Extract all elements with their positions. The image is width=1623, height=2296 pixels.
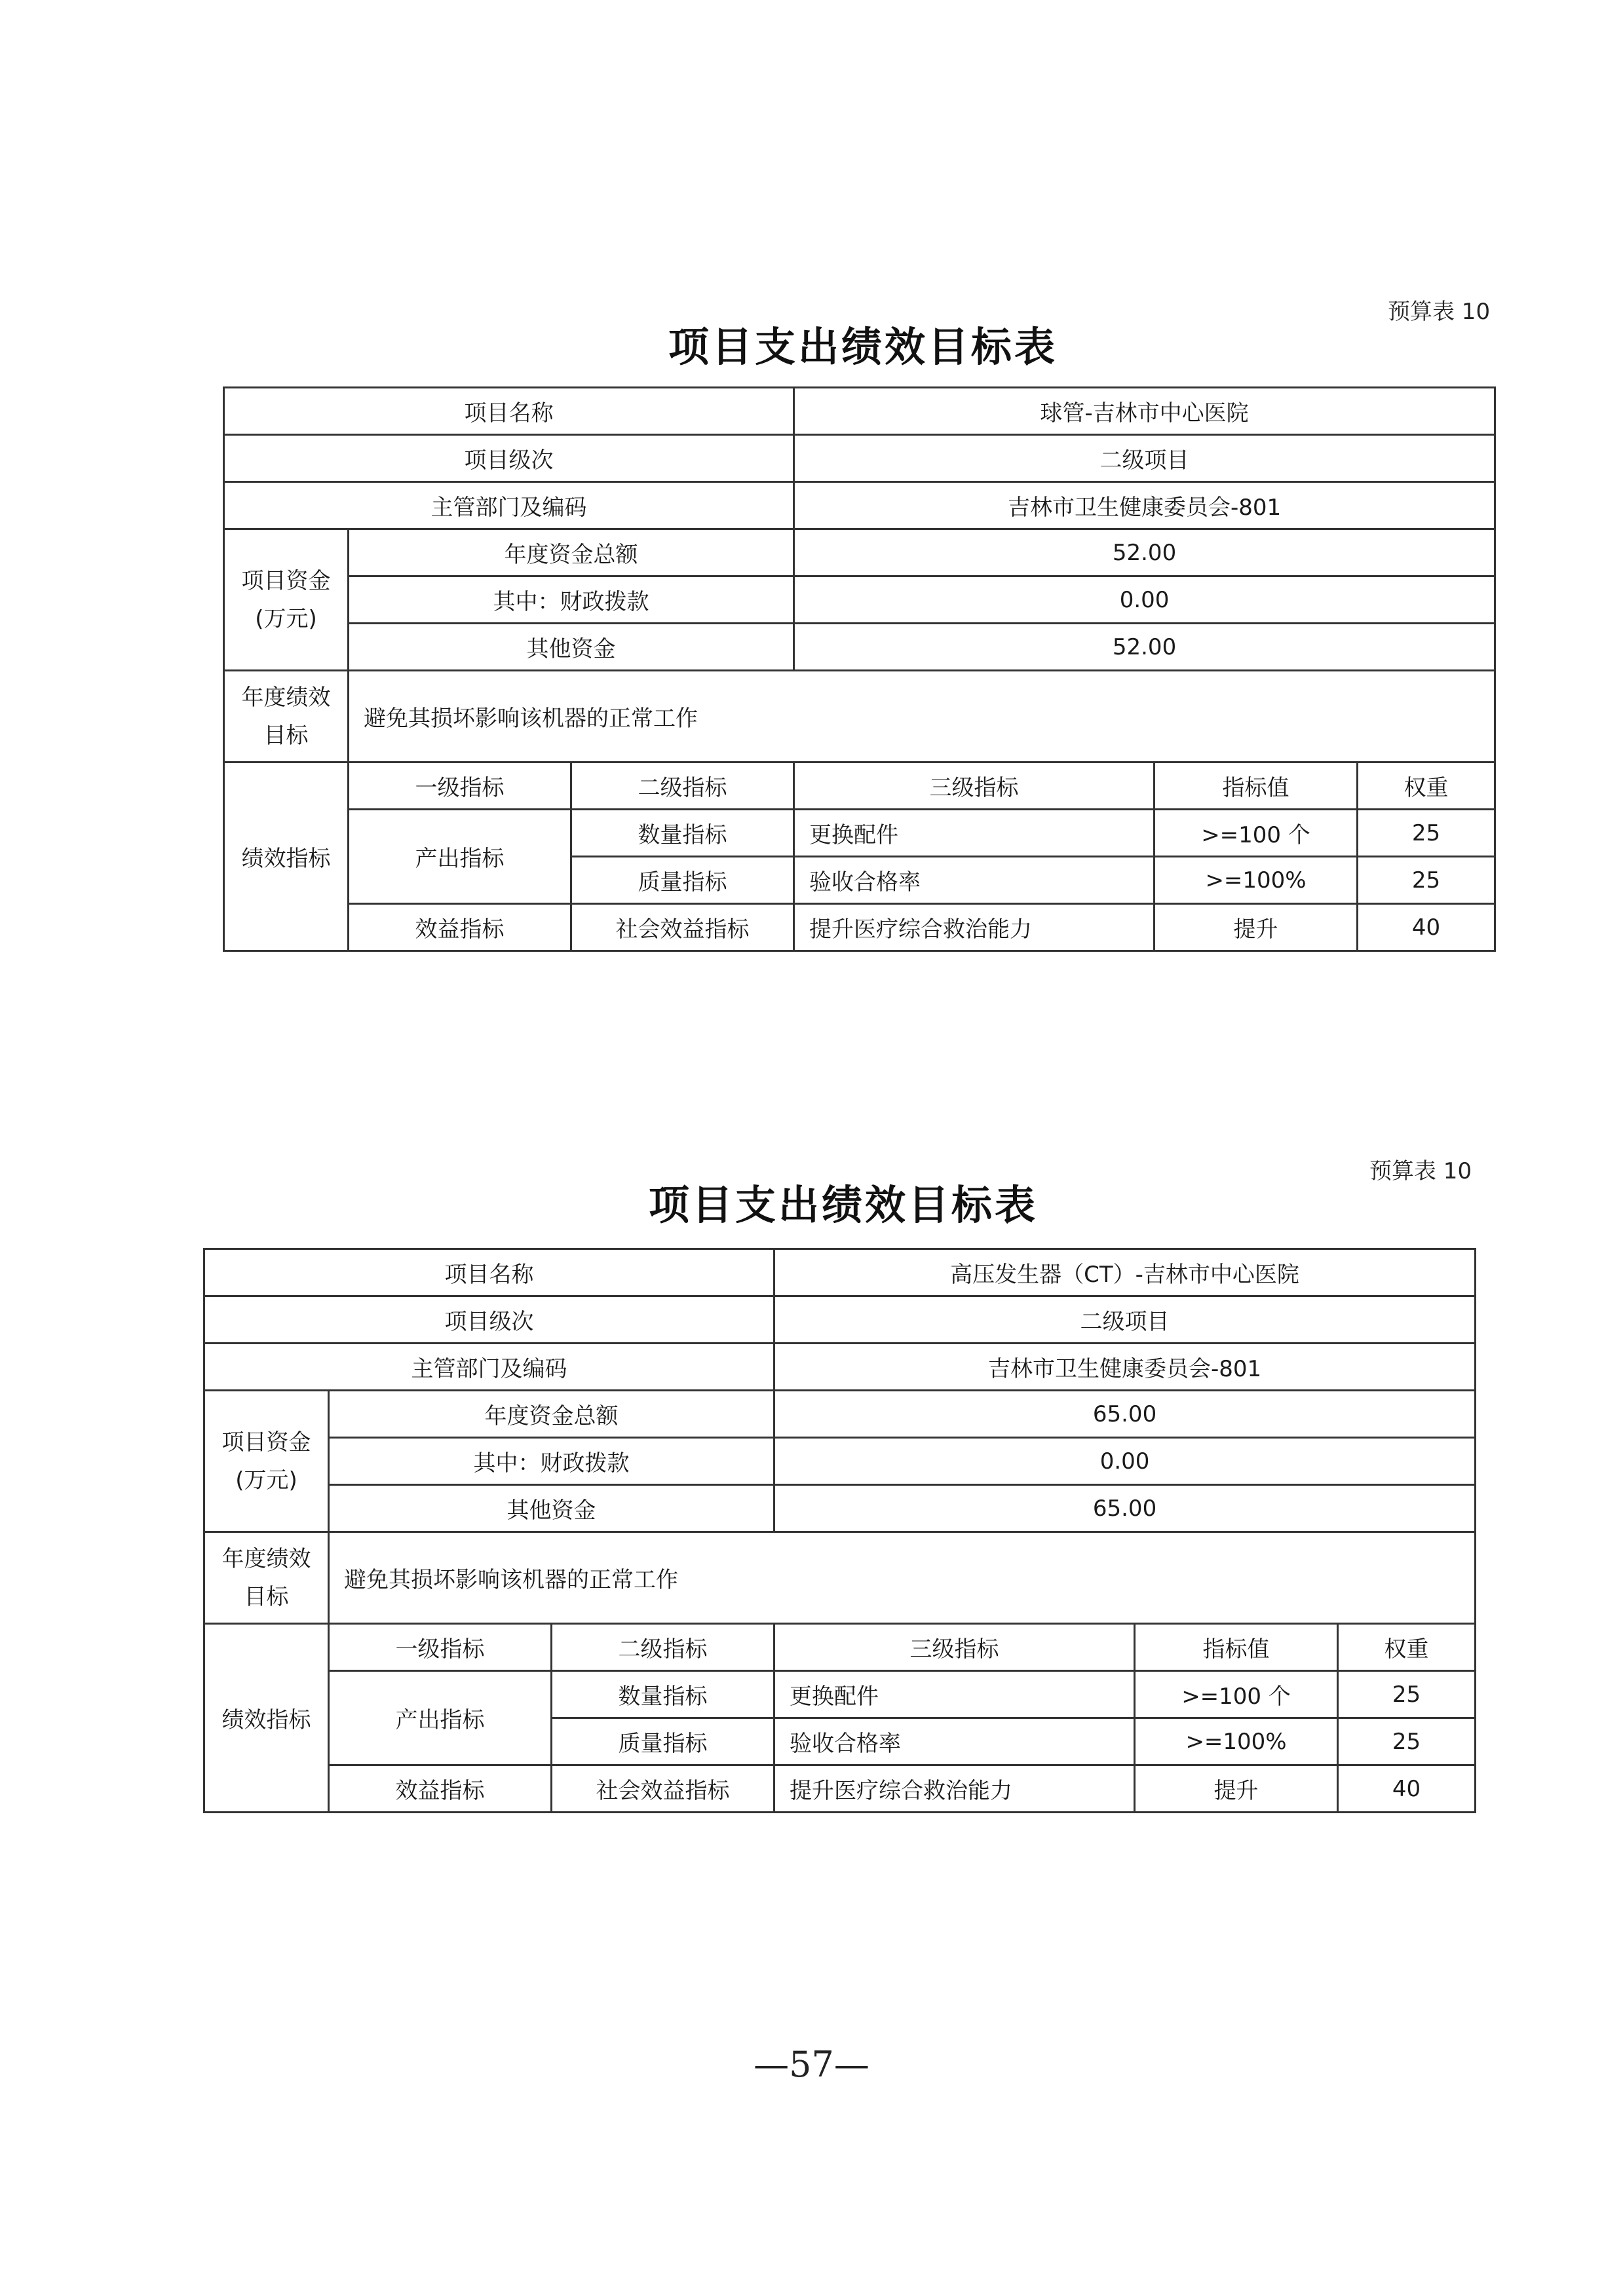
page-title: 项目支出绩效目标表 xyxy=(649,1181,1039,1229)
cell-weight: 40 xyxy=(1338,1765,1476,1813)
header-level3: 三级指标 xyxy=(794,762,1155,810)
cell-level3: 验收合格率 xyxy=(774,1718,1135,1765)
cell-level1-output: 产出指标 xyxy=(329,1671,552,1765)
label-funds-line1: 项目资金 xyxy=(241,567,331,594)
value-other: 65.00 xyxy=(774,1485,1476,1532)
label-annual-total: 年度资金总额 xyxy=(329,1391,774,1438)
header-level2: 二级指标 xyxy=(552,1624,774,1671)
label-project-name: 项目名称 xyxy=(224,388,794,435)
cell-level2: 质量指标 xyxy=(552,1718,774,1765)
value-annual-total: 65.00 xyxy=(774,1391,1476,1438)
label-indicators: 绩效指标 xyxy=(224,762,349,951)
page-title: 项目支出绩效目标表 xyxy=(668,323,1058,371)
header-level1: 一级指标 xyxy=(349,762,571,810)
page-number: —57— xyxy=(754,2044,869,2085)
cell-value: >=100 个 xyxy=(1135,1671,1338,1718)
value-project-name: 高压发生器（CT）-吉林市中心医院 xyxy=(774,1249,1476,1296)
label-department: 主管部门及编码 xyxy=(224,482,794,529)
cell-level2: 质量指标 xyxy=(571,857,794,904)
cell-level2: 数量指标 xyxy=(552,1671,774,1718)
value-annual-goal: 避免其损坏影响该机器的正常工作 xyxy=(349,671,1495,762)
performance-table xyxy=(203,1248,1476,1813)
label-annual-goal xyxy=(204,1532,329,1624)
cell-level3: 更换配件 xyxy=(794,810,1155,857)
cell-level1-output: 产出指标 xyxy=(349,810,571,904)
value-annual-goal: 避免其损坏影响该机器的正常工作 xyxy=(329,1532,1476,1624)
label-funds-line1: 项目资金 xyxy=(221,1429,311,1456)
cell-weight: 25 xyxy=(1358,857,1495,904)
cell-value: >=100% xyxy=(1155,857,1358,904)
value-department: 吉林市卫生健康委员会-801 xyxy=(794,482,1495,529)
cell-level3: 提升医疗综合救治能力 xyxy=(774,1765,1135,1813)
cell-level2: 数量指标 xyxy=(571,810,794,857)
header-weight: 权重 xyxy=(1358,762,1495,810)
label-funds-line2: (万元) xyxy=(255,605,317,632)
cell-value: 提升 xyxy=(1135,1765,1338,1813)
header-value: 指标值 xyxy=(1155,762,1358,810)
value-fiscal: 0.00 xyxy=(774,1438,1476,1485)
value-project-level: 二级项目 xyxy=(794,435,1495,482)
label-department: 主管部门及编码 xyxy=(204,1344,774,1391)
label-funds-group xyxy=(204,1391,329,1532)
cell-level2: 社会效益指标 xyxy=(552,1765,774,1813)
label-annual-goal xyxy=(224,671,349,762)
header-value: 指标值 xyxy=(1135,1624,1338,1671)
header-level2: 二级指标 xyxy=(571,762,794,810)
label-fiscal: 其中：财政拨款 xyxy=(329,1438,774,1485)
cell-level3: 验收合格率 xyxy=(794,857,1155,904)
label-other: 其他资金 xyxy=(329,1485,774,1532)
cell-level3: 提升医疗综合救治能力 xyxy=(794,904,1155,951)
cell-weight: 25 xyxy=(1338,1718,1476,1765)
cell-value: >=100% xyxy=(1135,1718,1338,1765)
cell-level2: 社会效益指标 xyxy=(571,904,794,951)
cell-value: >=100 个 xyxy=(1155,810,1358,857)
label-goal-line2: 目标 xyxy=(244,1583,289,1610)
cell-weight: 25 xyxy=(1358,810,1495,857)
header-weight: 权重 xyxy=(1338,1624,1476,1671)
label-fiscal: 其中：财政拨款 xyxy=(349,576,794,624)
cell-level1-benefit: 效益指标 xyxy=(349,904,571,951)
header-level1: 一级指标 xyxy=(329,1624,552,1671)
header-level3: 三级指标 xyxy=(774,1624,1135,1671)
cell-weight: 40 xyxy=(1358,904,1495,951)
label-project-name: 项目名称 xyxy=(204,1249,774,1296)
cell-level1-benefit: 效益指标 xyxy=(329,1765,552,1813)
budget-table-tag: 预算表 10 xyxy=(1369,1158,1472,1184)
value-project-level: 二级项目 xyxy=(774,1296,1476,1344)
cell-value: 提升 xyxy=(1155,904,1358,951)
cell-weight: 25 xyxy=(1338,1671,1476,1718)
label-goal-line1: 年度绩效 xyxy=(221,1545,311,1572)
value-annual-total: 52.00 xyxy=(794,529,1495,576)
label-funds-group xyxy=(224,529,349,671)
label-project-level: 项目级次 xyxy=(224,435,794,482)
label-funds-line2: (万元) xyxy=(235,1467,297,1494)
label-indicators: 绩效指标 xyxy=(204,1624,329,1813)
value-project-name: 球管-吉林市中心医院 xyxy=(794,388,1495,435)
label-annual-total: 年度资金总额 xyxy=(349,529,794,576)
value-department: 吉林市卫生健康委员会-801 xyxy=(774,1344,1476,1391)
label-project-level: 项目级次 xyxy=(204,1296,774,1344)
label-other: 其他资金 xyxy=(349,624,794,671)
value-other: 52.00 xyxy=(794,624,1495,671)
performance-table xyxy=(223,386,1496,952)
label-goal-line1: 年度绩效 xyxy=(241,684,331,711)
cell-level3: 更换配件 xyxy=(774,1671,1135,1718)
value-fiscal: 0.00 xyxy=(794,576,1495,624)
budget-table-tag: 预算表 10 xyxy=(1388,299,1491,325)
label-goal-line2: 目标 xyxy=(263,722,309,749)
